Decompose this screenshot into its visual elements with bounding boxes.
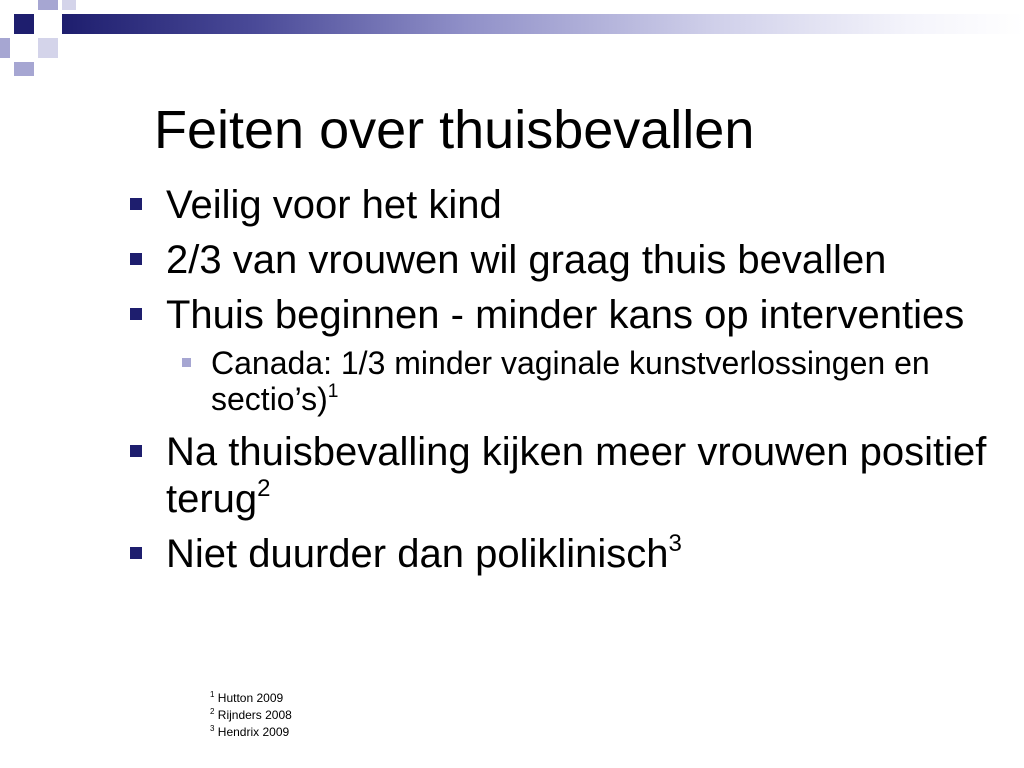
footnote-number: 2 (210, 707, 215, 716)
decor-square-lavender-3 (14, 62, 34, 76)
footnote-ref: 1 (327, 381, 339, 403)
bullet-item (130, 292, 990, 339)
footnote-ref: 3 (668, 530, 682, 558)
bullet-text: Na thuisbevalling kijken meer vrouwen positief terug$^2$ (166, 430, 987, 521)
footnote-ref: 2 (257, 475, 271, 503)
bullet-text: 2/3 van vrouwen wil graag thuis bevallen (166, 238, 887, 282)
bullet-text: Veilig voor het kind (166, 183, 502, 227)
footnote-number: 1 (210, 690, 215, 699)
bullet-item (130, 531, 990, 578)
bullet-square-icon (130, 253, 142, 265)
sub-bullet-item (182, 345, 990, 417)
decor-square-lavender (38, 0, 58, 10)
decor-square-pale-2 (38, 38, 58, 58)
footnote (210, 707, 292, 724)
bullet-square-icon (130, 198, 142, 210)
sub-bullet-square-icon (182, 358, 191, 367)
footnote (210, 690, 292, 707)
footnotes (210, 690, 292, 741)
sub-bullet-text: Canada: 1/3 minder vaginale kunstverlossingen en sectio’s)$^1$ (211, 345, 930, 417)
decor-square-navy (14, 14, 34, 34)
bullet-square-icon (130, 547, 142, 559)
footnote-text: Hutton 2009 (214, 691, 284, 705)
bullet-square-icon (130, 308, 142, 320)
bullet-text: Thuis beginnen - minder kans op interventies (166, 293, 965, 337)
bullet-item (130, 237, 990, 284)
footnote-text: Rijnders 2008 (214, 708, 292, 722)
decor-square-lavender-2 (0, 38, 10, 58)
footnote-text: Hendrix 2009 (214, 725, 290, 739)
header-gradient-bar (62, 14, 1024, 34)
footnote-number: 3 (210, 724, 215, 733)
footnote (210, 724, 292, 741)
bullet-square-icon (130, 445, 142, 457)
slide-title: Feiten over thuisbevallen (154, 100, 755, 160)
bullet-item (130, 429, 990, 523)
bullet-list (130, 182, 990, 586)
bullet-item (130, 182, 990, 229)
bullet-text: Niet duurder dan poliklinisch$^3$ (166, 530, 682, 576)
decor-square-pale (62, 0, 76, 10)
